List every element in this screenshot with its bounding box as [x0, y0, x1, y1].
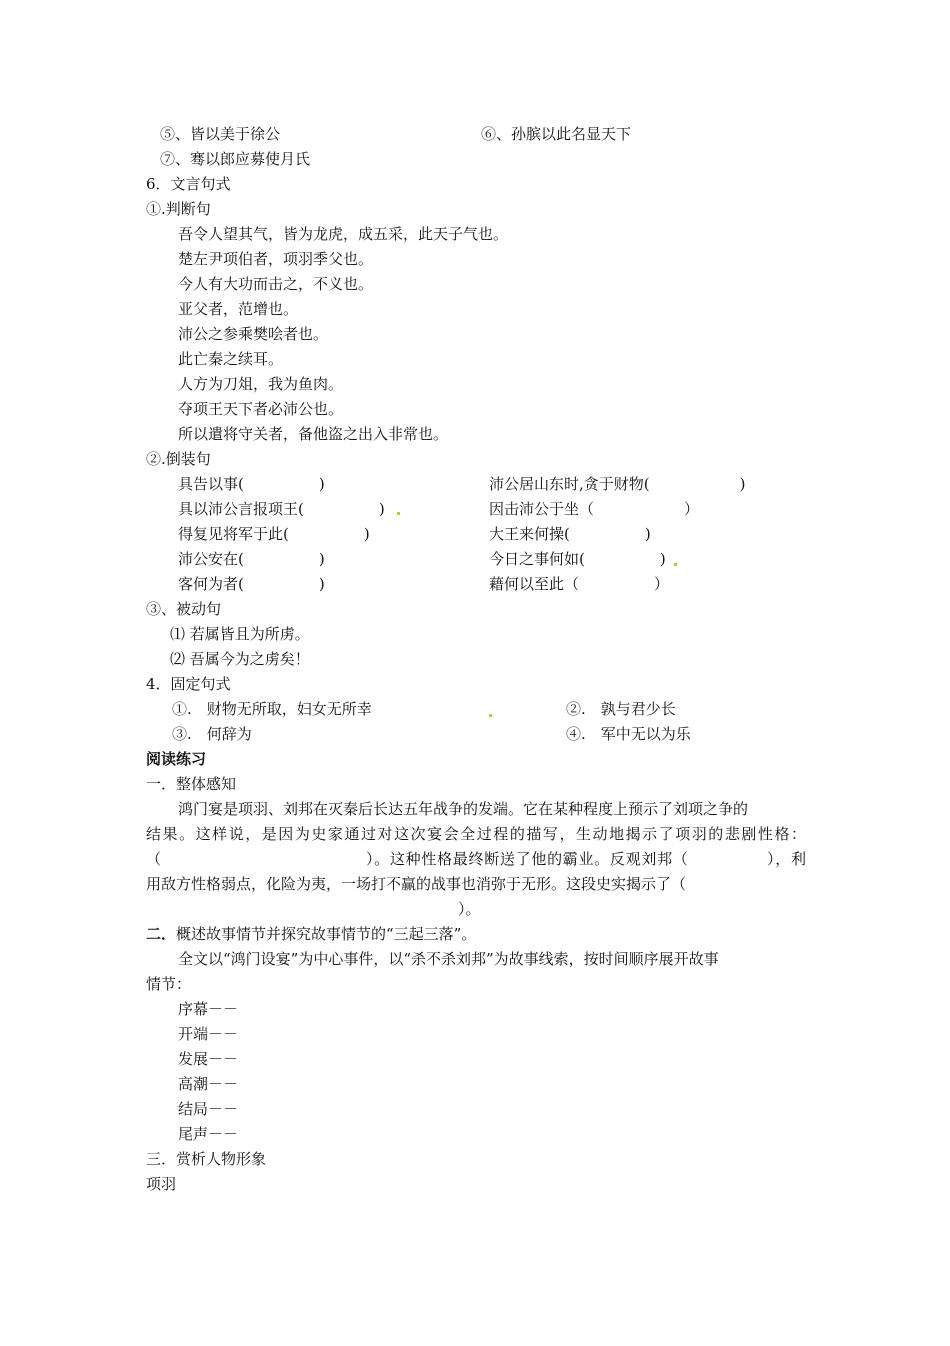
example-line: 所以遣将守关者，备他盗之出入非常也。: [178, 425, 449, 443]
example-line: 吾令人望其气，皆为龙虎，成五采，此天子气也。: [178, 225, 509, 243]
plot-stage: 开端－－: [178, 1025, 239, 1043]
paragraph-line: 用敌方性格弱点，化险为夷，一场打不赢的战事也消弥于无形。这段史实揭示了（: [146, 875, 687, 893]
blank-line: 得复见将军于此( ): [178, 525, 370, 543]
plot-stage: 结局－－: [178, 1100, 239, 1118]
paragraph-line: 结果。这样说，是因为史家通过对这次宴会全过程的描写，生动地揭示了项羽的悲剧性格：: [146, 825, 806, 843]
blank-line: 因击沛公于坐（ ）: [489, 500, 700, 518]
fixed-pattern-item: ③. 何辞为: [172, 725, 252, 743]
part-heading: [146, 924, 476, 944]
blank-line: 沛公居山东时,贪于财物( ): [489, 475, 746, 493]
item-5: ⑤、皆以美于徐公: [160, 125, 281, 143]
example-line: 亚父者，范增也。: [178, 300, 299, 318]
example-line: 夺项王天下者必沛公也。: [178, 400, 344, 418]
example-line: ⑴ 若属皆且为所虏。: [170, 625, 310, 643]
marker-dot: [674, 563, 677, 566]
plot-stage: 高潮－－: [178, 1075, 239, 1093]
example-line: 此亡秦之续耳。: [178, 350, 284, 368]
paragraph-line: ）。: [458, 900, 481, 918]
example-line: 沛公之参乘樊哙者也。: [178, 325, 329, 343]
paragraph-line: 全文以“鸿门设宴”为中心事件，以“杀不杀刘邦”为故事线索，按时间顺序展开故事: [178, 950, 719, 968]
fixed-pattern-item: ①. 财物无所取，妇女无所幸: [172, 700, 372, 718]
reading-heading: 阅读练习: [146, 750, 207, 768]
subsection-heading: ③、被动句: [146, 600, 222, 618]
part-number: 二．: [146, 925, 177, 943]
item-6: ⑥、孙膑以此名显天下: [481, 125, 632, 143]
character-name: 项羽: [146, 1175, 177, 1193]
section-heading: 6．文言句式: [146, 175, 231, 193]
blank-line: 客何为者( ): [178, 575, 325, 593]
example-line: 今人有大功而击之，不义也。: [178, 275, 374, 293]
section-heading: 4．固定句式: [146, 675, 231, 693]
blank-line: 今日之事何如( ): [489, 550, 666, 568]
blank-line: 具告以事( ): [178, 475, 325, 493]
blank-line: 藉何以至此（ ）: [489, 575, 670, 593]
marker-dot: [489, 714, 492, 717]
marker-dot: [397, 512, 400, 515]
item-7: ⑦、骞以郎应募使月氏: [160, 150, 311, 168]
example-line: ⑵ 吾属今为之虏矣！: [170, 650, 310, 668]
example-line: 人方为刀俎，我为鱼肉。: [178, 375, 344, 393]
fixed-pattern-item: ④. 军中无以为乐: [566, 725, 691, 743]
example-line: 楚左尹项伯者，项羽季父也。: [178, 250, 374, 268]
plot-stage: 尾声－－: [178, 1125, 239, 1143]
fixed-pattern-item: ②. 孰与君少长: [566, 700, 676, 718]
part-title: 概述故事情节并探究故事情节的“三起三落”。: [176, 925, 477, 943]
subsection-heading: ②.倒装句: [146, 450, 211, 468]
paragraph-line: （ ）。这种性格最终断送了他的霸业。反观刘邦（ ），利: [146, 850, 806, 868]
blank-line: 大王来何操( ): [489, 525, 651, 543]
subsection-heading: ①.判断句: [146, 200, 211, 218]
plot-stage: 发展－－: [178, 1050, 239, 1068]
paragraph-line: 鸿门宴是项羽、刘邦在灭秦后长达五年战争的发端。它在某种程度上预示了刘项之争的: [178, 800, 749, 818]
part-heading: 一．整体感知: [146, 775, 237, 793]
blank-line: 沛公安在( ): [178, 550, 325, 568]
paragraph-line: 情节：: [146, 975, 192, 993]
plot-stage: 序幕－－: [178, 1000, 239, 1018]
part-heading: 三．赏析人物形象: [146, 1150, 267, 1168]
blank-line: 具以沛公言报项王( ): [178, 500, 385, 518]
